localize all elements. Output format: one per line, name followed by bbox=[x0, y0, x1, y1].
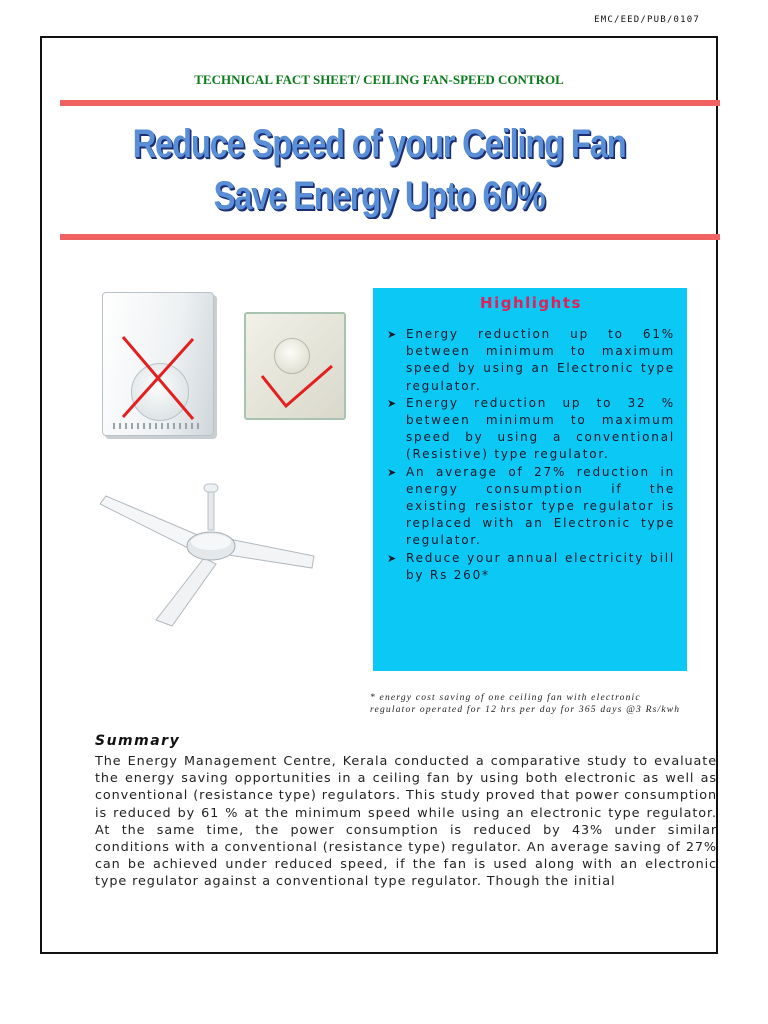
page-frame bbox=[40, 36, 718, 954]
highlight-text: Energy reduction up to 32 % between minimum to maximum speed by using a conventional (Resistive) type regulator. bbox=[406, 395, 675, 462]
arrow-bullet-icon: ➤ bbox=[387, 328, 399, 341]
headline-line-2: Save Energy Upto 60% bbox=[213, 174, 545, 218]
red-cross-icon bbox=[103, 293, 213, 435]
highlight-text: Energy reduction up to 61% between minimum to maximum speed by using an Electronic type regulator. bbox=[406, 327, 675, 393]
highlight-text: Reduce your annual electricity bill by Rs 260* bbox=[406, 550, 675, 582]
arrow-bullet-icon: ➤ bbox=[387, 465, 399, 479]
arrow-bullet-icon: ➤ bbox=[387, 396, 399, 410]
footnote: * energy cost saving of one ceiling fan with electronic regulator operated for 12 hrs per day for 365 days @3 Rs/kwh bbox=[370, 693, 681, 715]
electronic-regulator-image bbox=[244, 312, 346, 420]
summary-heading: Summary bbox=[95, 733, 181, 749]
highlight-item bbox=[387, 550, 675, 584]
highlight-item bbox=[387, 326, 675, 395]
headline bbox=[103, 118, 656, 222]
fact-sheet-subtitle: TECHNICAL FACT SHEET/ CEILING FAN-SPEED CONTROL bbox=[194, 72, 564, 87]
ceiling-fan-image bbox=[100, 478, 320, 628]
headline-line-1: Reduce Speed of your Ceiling Fan bbox=[132, 122, 626, 166]
summary-paragraph: The Energy Management Centre, Kerala conducted a comparative study to evaluate the energy saving opportunities in a ceiling fan by using both electronic as well as conventional (resistance type) regulators. This study proved that power consumption is reduced by 61 % at the minimum speed while using an electronic type regulator. At the same time, the power consumption is reduced by 43% under similar conditions with a conventional (resistance type) regulator. An average saving of 27% can be achieved under reduced speed, if the fan is used along with an electronic type regulator against a conventional type regulator. Though the initial bbox=[95, 754, 717, 890]
highlight-item bbox=[387, 395, 675, 464]
highlights-list bbox=[387, 326, 675, 584]
highlights-title: Highlights bbox=[480, 294, 582, 312]
bottom-divider bbox=[60, 234, 720, 240]
conventional-regulator-image bbox=[102, 292, 214, 436]
top-divider bbox=[60, 100, 720, 106]
highlight-text: An average of 27% reduction in energy consumption if the existing resistor type regulator is replaced with an Electronic type regulator. bbox=[406, 464, 675, 548]
red-check-icon bbox=[246, 314, 344, 418]
document-reference: EMC/EED/PUB/0107 bbox=[594, 15, 700, 25]
highlights-box bbox=[373, 288, 687, 671]
arrow-bullet-icon: ➤ bbox=[387, 551, 399, 565]
highlight-item bbox=[387, 464, 675, 550]
